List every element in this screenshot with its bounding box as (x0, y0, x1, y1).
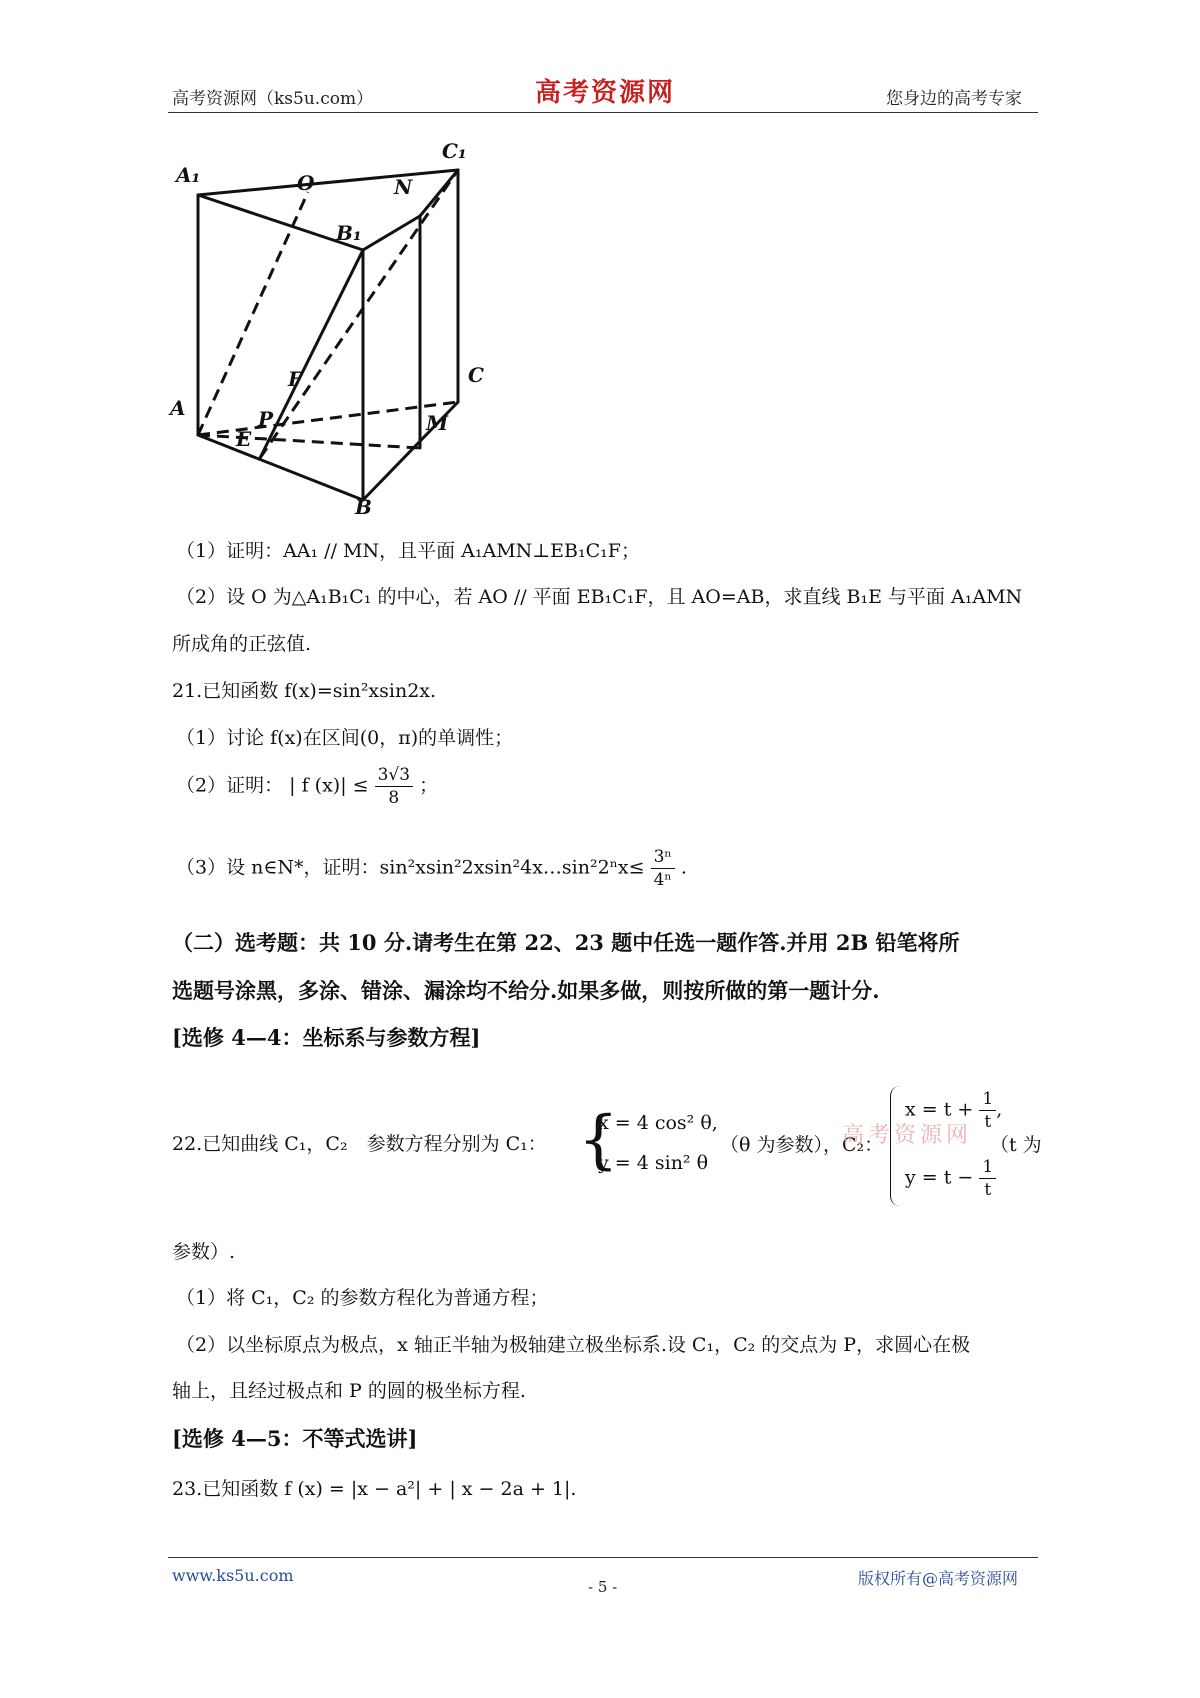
label-A: A (170, 396, 186, 420)
q21-part3-suffix: . (680, 856, 687, 879)
q20-part2-line1: （2）设 O 为△A₁B₁C₁ 的中心，若 AO // 平面 EB₁C₁F，且 AO=AB，求直线 B₁E 与平面 A₁AMN (176, 586, 1023, 608)
label-A1: A₁ (176, 163, 201, 187)
q22-c2-bracket (890, 1086, 901, 1206)
q21-part3-num: 3ⁿ (651, 846, 675, 869)
section2-line1: （二）选考题：共 10 分.请考生在第 22、23 题中任选一题作答.并用 2B 铅笔将所 (172, 930, 960, 955)
header-right: 您身边的高考专家 (886, 89, 1022, 109)
q21-stem: 21.已知函数 f(x)=sin²xsin2x. (172, 680, 437, 702)
q21-part2-suffix: ； (419, 774, 439, 797)
label-O: O (297, 171, 315, 195)
header-left: 高考资源网（ks5u.com） (172, 89, 374, 109)
header-divider (168, 112, 1038, 113)
label-C1: C₁ (442, 140, 467, 163)
header-logo: 高考资源网 (535, 78, 676, 108)
q21-part2-abs: | f (x)| ≤ (289, 774, 369, 797)
q22-watermark: 高考资源网 (842, 1123, 973, 1148)
q22-c2-eq1 (905, 1088, 1002, 1133)
q22-c2-eq2-num: 1 (979, 1156, 996, 1179)
q22-c2-eq2 (905, 1156, 996, 1201)
q22-part2-line1: （2）以坐标原点为极点，x 轴正半轴为极轴建立极坐标系.设 C₁，C₂ 的交点为 P，求圆心在极 (176, 1334, 971, 1356)
q22-stem-prefix: 22.已知曲线 C₁，C₂ 参数方程分别为 C₁： (172, 1133, 547, 1155)
label-E: E (236, 427, 252, 451)
section2-line2: 选题号涂黑，多涂、错涂、漏涂均不给分.如果多做，则按所做的第一题计分. (172, 978, 880, 1003)
footer-link[interactable]: www.ks5u.com (172, 1566, 294, 1585)
q22-tail: （t 为 (990, 1134, 1042, 1156)
q20-part1: （1）证明：AA₁ // MN，且平面 A₁AMN⊥EB₁C₁F； (176, 540, 640, 562)
q23-stem: 23.已知函数 f (x) = |x − a²| + | x − 2a + 1|. (172, 1478, 577, 1500)
page-number: - 5 - (588, 1578, 618, 1596)
q22-c2-eq1-den: t (984, 1112, 992, 1132)
label-N: N (394, 175, 413, 199)
label-F: F (288, 367, 303, 391)
label-P: P (258, 407, 274, 431)
q21-part3-prefix: （3）设 n∈N*，证明：sin²xsin²2xsin²4x…sin²2ⁿx≤ (176, 856, 645, 879)
q22-c2-eq2-frac (979, 1156, 996, 1201)
q21-part2-prefix: （2）证明： (176, 774, 284, 797)
q21-part1: （1）讨论 f(x)在区间(0，π)的单调性； (176, 727, 514, 749)
q22-c2-eq1-frac (979, 1088, 996, 1133)
q22-c2-eq1-num: 1 (979, 1088, 996, 1111)
q22-c1-eq1: x = 4 cos² θ, (598, 1112, 718, 1134)
footer-divider (168, 1557, 1038, 1558)
label-M: M (426, 411, 449, 435)
q22-c2-eq1-lhs: x = t + (905, 1098, 974, 1121)
q22-c2-eq1-tail: , (996, 1098, 1003, 1121)
q21-part3-den: 4ⁿ (653, 870, 672, 890)
q21-part2-den: 8 (388, 788, 400, 808)
q22-part1: （1）将 C₁，C₂ 的参数方程化为普通方程； (176, 1287, 549, 1309)
label-C: C (468, 363, 484, 387)
q21-part2-fraction (375, 764, 413, 809)
label-B: B (355, 495, 372, 519)
q21-part2 (176, 764, 438, 809)
q22-c1-brace: { (578, 1103, 619, 1177)
label-B1: B₁ (336, 221, 362, 245)
q21-part3-fraction (651, 846, 675, 891)
q21-part2-num: 3√3 (375, 764, 413, 787)
q21-part3 (176, 846, 687, 891)
prism-figure (160, 140, 520, 530)
section45-heading: [选修 4—5：不等式选讲] (172, 1426, 418, 1451)
q22-line2: 参数）. (172, 1241, 236, 1263)
q22-c2-eq2-lhs: y = t − (905, 1166, 974, 1189)
q22-c2-eq2-den: t (984, 1180, 992, 1200)
footer-copyright: 版权所有@高考资源网 (858, 1569, 1019, 1588)
q22-param-note: （θ 为参数），C₂： (720, 1134, 884, 1156)
q20-part2-line2: 所成角的正弦值. (172, 633, 312, 655)
q22-part2-line2: 轴上，且经过极点和 P 的圆的极坐标方程. (172, 1380, 526, 1402)
q22-c1-eq2: y = 4 sin² θ (598, 1152, 709, 1174)
section44-heading: [选修 4—4：坐标系与参数方程] (172, 1025, 481, 1050)
